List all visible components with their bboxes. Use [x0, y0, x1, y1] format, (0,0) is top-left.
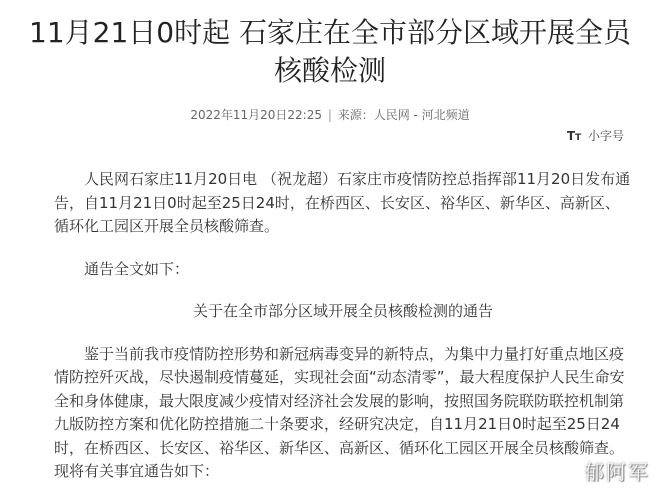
- font-size-toggle[interactable]: [567, 128, 624, 146]
- text-size-icon: TT: [566, 129, 582, 143]
- author-watermark: 郁阿军: [584, 460, 650, 484]
- meta-separator: |: [327, 108, 332, 122]
- paragraph-notice-lead: 通告全文如下：: [84, 259, 190, 278]
- article-meta: [0, 107, 660, 123]
- publish-datetime: 2022年11月20日22:25: [190, 108, 322, 122]
- article-body: [54, 168, 632, 484]
- font-size-label: 小字号: [587, 129, 624, 143]
- paragraph-notice-body: 鉴于当前我市疫情防控形势和新冠病毒变异的新特点，为集中力量打好重点地区疫情防控歼灭战，尽快遏制疫情蔓延，实现社会面“动态清零”，最大程度保护人民生命安全和身体健康，最大限度减少疫情对经济社会发展的影响，按照国务院联防联控机制第九版防控方案和优化防控措施二十条要求，经研究决定，自11月21日0时起至25日24时，在桥西区、长安区、裕华区、新华区、高新区、循环化工园区开展全员核酸筛查。现将有关事宜通告如下：: [54, 344, 625, 480]
- paragraph-intro: 人民网石家庄11月20日电 （祝龙超）石家庄市疫情防控总指挥部11月20日发布通告，自11月21日0时起至25日24时，在桥西区、长安区、裕华区、新华区、高新区、循环化工园区开展全员核酸筛查。: [54, 170, 631, 235]
- article-title: 11月21日0时起 石家庄在全市部分区域开展全员核酸检测: [29, 16, 631, 87]
- article-source[interactable]: 来源：人民网 - 河北频道: [337, 108, 470, 122]
- notice-title: 关于在全市部分区域开展全员核酸检测的通告: [192, 302, 493, 320]
